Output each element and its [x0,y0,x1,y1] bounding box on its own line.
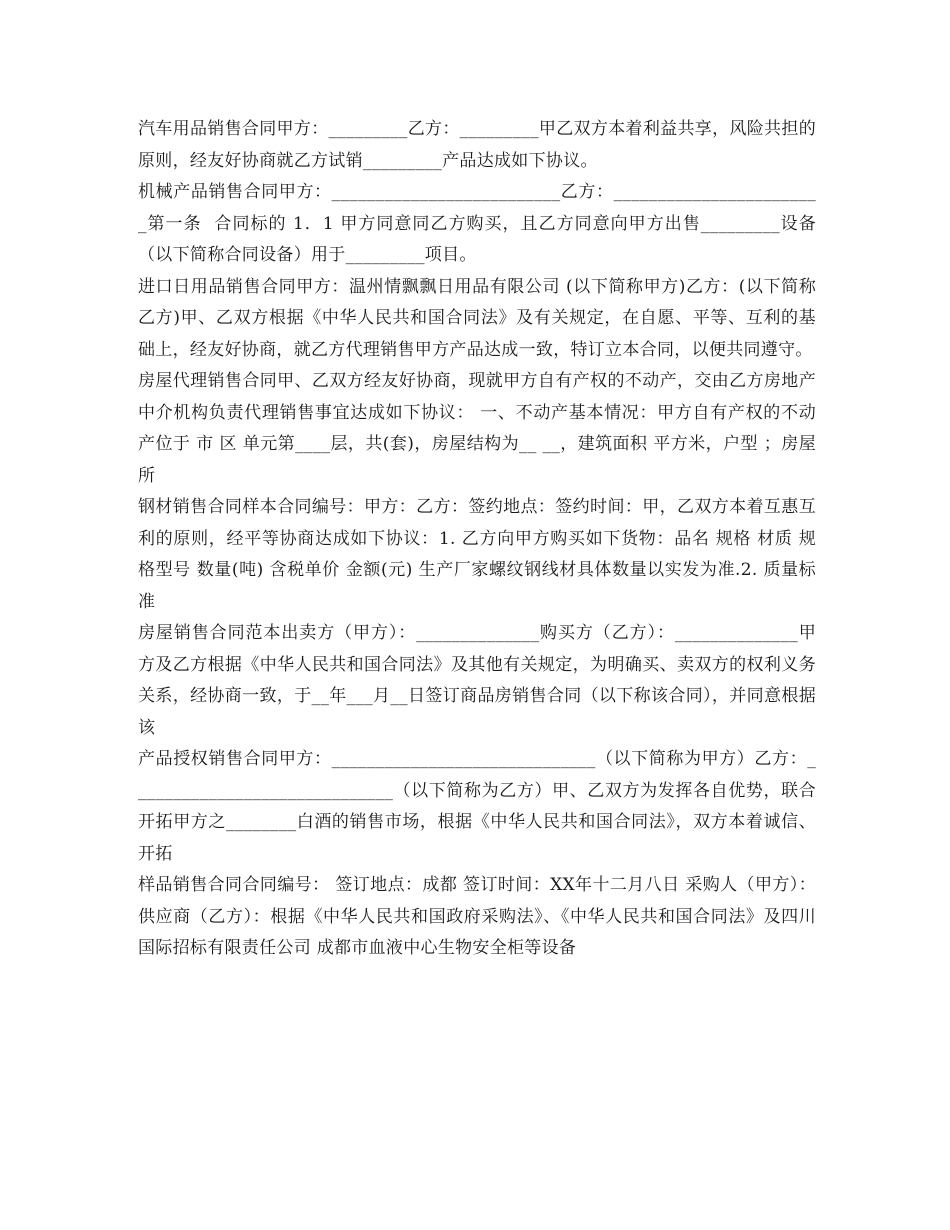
paragraph-auto-supplies-contract: 汽车用品销售合同甲方：_________乙方：_________甲乙双方本着利益共享，风险共担的原则，经友好协商就乙方试销_________产品达成如下协议。 [138,119,816,171]
document-body [138,114,822,965]
paragraph-product-license-contract: 产品授权销售合同甲方：______________________________（以下简称为甲方）乙方：______________________________（以下简称为乙方）甲、乙双方为发挥各自优势，联合开拓甲方之________白酒的销售市场，根据《中华人民共和国合同法》，双方本着诚信、开拓 [138,749,816,864]
paragraph-steel-contract: 钢材销售合同样本合同编号：甲方：乙方：签约地点：签约时间：甲，乙双方本着互惠互利的原则，经平等协商达成如下协议：1. 乙方向甲方购买如下货物：品名 规格 材质 规格型号 数量(吨) 含税单价 金额(元) 生产厂家螺纹钢线材具体数量以实发为准.2. 质量标准 [138,497,816,612]
paragraph-house-agency-contract: 房屋代理销售合同甲、乙双方经友好协商，现就甲方自有产权的不动产，交由乙方房地产中介机构负责代理销售事宜达成如下协议： 一、不动产基本情况：甲方自有产权的不动产位于 市 区 单元第____层，共(套)，房屋结构为__ __，建筑面积 平方米，户型 ；房屋所 [138,371,816,486]
paragraph-imported-goods-contract: 进口日用品销售合同甲方：温州情飘飘日用品有限公司 (以下简称甲方)乙方：(以下简称乙方)甲、乙双方根据《中华人民共和国合同法》及有关规定，在自愿、平等、互利的基础上，经友好协商，就乙方代理销售甲方产品达成一致，特订立本合同，以便共同遵守。 [138,276,816,360]
paragraph-sample-sale-contract: 样品销售合同合同编号： 签订地点：成都 签订时间：XX年十二月八日 采购人（甲方）： 供应商（乙方）：根据《中华人民共和国政府采购法》、《中华人民共和国合同法》及四川国际招标有限责任公司 成都市血液中心生物安全柜等设备 [138,875,822,958]
paragraph-house-sale-contract: 房屋销售合同范本出卖方（甲方）：______________购买方（乙方）：______________甲方及乙方根据《中华人民共和国合同法》及其他有关规定，为明确买、卖双方的权利义务关系，经协商一致，于__年___月__日签订商品房销售合同（以下称该合同），并同意根据该 [138,623,816,738]
paragraph-machinery-contract: 机械产品销售合同甲方：__________________________乙方：________________________第一条 合同标的 1．1 甲方同意同乙方购买，且乙方同意向甲方出售_________设备（以下简称合同设备）用于_________项目。 [138,182,816,265]
